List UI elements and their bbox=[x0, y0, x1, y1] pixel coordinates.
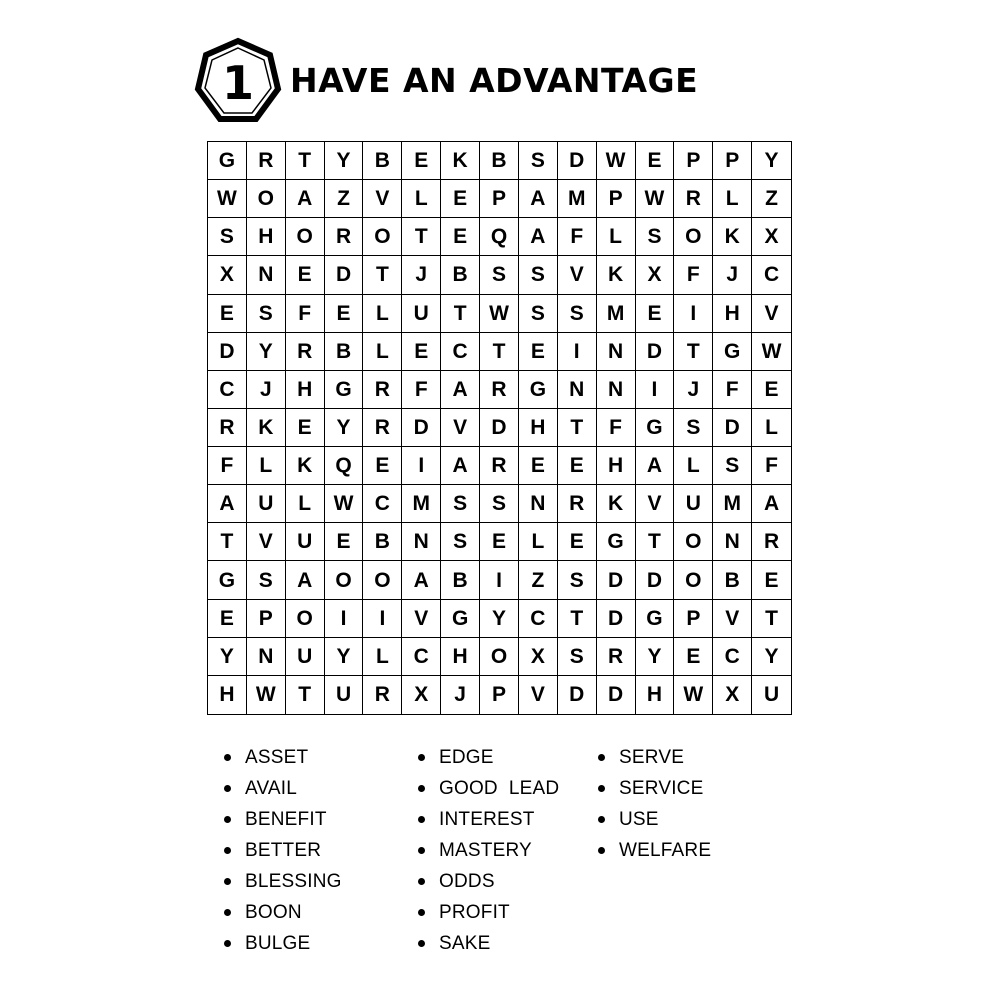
grid-cell[interactable]: M bbox=[402, 485, 441, 523]
grid-cell[interactable]: M bbox=[713, 485, 752, 523]
word-label: BULGE bbox=[245, 932, 311, 954]
grid-cell[interactable]: I bbox=[402, 447, 441, 485]
word-label: SERVE bbox=[619, 746, 685, 768]
grid-cell[interactable]: C bbox=[713, 638, 752, 676]
grid-cell[interactable]: X bbox=[519, 638, 558, 676]
grid-cell[interactable]: E bbox=[325, 523, 364, 561]
grid-cell[interactable]: V bbox=[558, 256, 597, 294]
grid-cell[interactable]: N bbox=[558, 371, 597, 409]
grid-cell[interactable]: L bbox=[752, 409, 791, 447]
word-list-item bbox=[418, 835, 598, 866]
grid-cell[interactable]: V bbox=[363, 180, 402, 218]
grid-cell[interactable]: O bbox=[325, 561, 364, 599]
grid-cell[interactable]: T bbox=[480, 333, 519, 371]
grid-cell[interactable]: Y bbox=[208, 638, 247, 676]
grid-cell[interactable]: O bbox=[363, 218, 402, 256]
grid-cell[interactable]: E bbox=[208, 295, 247, 333]
grid-cell[interactable]: Y bbox=[325, 142, 364, 180]
grid-cell[interactable]: B bbox=[363, 142, 402, 180]
grid-cell[interactable]: D bbox=[325, 256, 364, 294]
grid-cell[interactable]: N bbox=[247, 256, 286, 294]
grid-cell[interactable]: T bbox=[752, 600, 791, 638]
grid-cell[interactable]: W bbox=[208, 180, 247, 218]
grid-cell[interactable]: W bbox=[752, 333, 791, 371]
word-list bbox=[224, 742, 798, 959]
grid-cell[interactable]: U bbox=[402, 295, 441, 333]
word-list-column bbox=[418, 742, 598, 959]
grid-cell[interactable]: N bbox=[713, 523, 752, 561]
word-list-item bbox=[418, 866, 598, 897]
grid-cell[interactable]: S bbox=[480, 485, 519, 523]
grid-cell[interactable]: G bbox=[208, 142, 247, 180]
grid-cell[interactable]: R bbox=[286, 333, 325, 371]
bullet-icon bbox=[418, 909, 425, 916]
grid-cell[interactable]: D bbox=[480, 409, 519, 447]
grid-cell[interactable]: Y bbox=[636, 638, 675, 676]
grid-cell[interactable]: T bbox=[286, 676, 325, 714]
grid-cell[interactable]: F bbox=[286, 295, 325, 333]
grid-cell[interactable]: N bbox=[402, 523, 441, 561]
grid-cell[interactable]: H bbox=[247, 218, 286, 256]
grid-cell[interactable]: P bbox=[247, 600, 286, 638]
word-list-item bbox=[598, 742, 798, 773]
grid-cell[interactable]: F bbox=[402, 371, 441, 409]
grid-cell[interactable]: O bbox=[674, 523, 713, 561]
grid-cell[interactable]: A bbox=[441, 447, 480, 485]
grid-cell[interactable]: Z bbox=[325, 180, 364, 218]
word-label: ASSET bbox=[245, 746, 309, 768]
grid-cell[interactable]: X bbox=[402, 676, 441, 714]
grid-cell[interactable]: T bbox=[363, 256, 402, 294]
grid-cell[interactable]: U bbox=[286, 523, 325, 561]
grid-cell[interactable]: I bbox=[636, 371, 675, 409]
grid-cell[interactable]: G bbox=[325, 371, 364, 409]
grid-cell[interactable]: O bbox=[286, 600, 325, 638]
bullet-icon bbox=[598, 785, 605, 792]
grid-cell[interactable]: O bbox=[674, 218, 713, 256]
grid-cell[interactable]: L bbox=[713, 180, 752, 218]
grid-cell[interactable]: S bbox=[558, 295, 597, 333]
grid-cell[interactable]: A bbox=[636, 447, 675, 485]
bullet-icon bbox=[598, 816, 605, 823]
grid-cell[interactable]: H bbox=[636, 676, 675, 714]
grid-cell[interactable]: H bbox=[441, 638, 480, 676]
grid-cell[interactable]: R bbox=[597, 638, 636, 676]
grid-cell[interactable]: K bbox=[597, 256, 636, 294]
grid-cell[interactable]: V bbox=[441, 409, 480, 447]
word-list-item bbox=[598, 835, 798, 866]
grid-cell[interactable]: D bbox=[597, 676, 636, 714]
grid-cell[interactable]: W bbox=[636, 180, 675, 218]
word-list-item bbox=[598, 773, 798, 804]
grid-cell[interactable]: P bbox=[674, 600, 713, 638]
bullet-icon bbox=[224, 754, 231, 761]
grid-cell[interactable]: H bbox=[286, 371, 325, 409]
grid-cell[interactable]: F bbox=[558, 218, 597, 256]
grid-cell[interactable]: Y bbox=[247, 333, 286, 371]
grid-cell[interactable]: E bbox=[363, 447, 402, 485]
word-list-item bbox=[224, 835, 418, 866]
grid-cell[interactable]: B bbox=[363, 523, 402, 561]
grid-cell[interactable]: D bbox=[402, 409, 441, 447]
grid-cell[interactable]: N bbox=[247, 638, 286, 676]
grid-cell[interactable]: U bbox=[325, 676, 364, 714]
grid-cell[interactable]: E bbox=[636, 142, 675, 180]
grid-cell[interactable]: R bbox=[363, 409, 402, 447]
grid-cell[interactable]: K bbox=[713, 218, 752, 256]
grid-cell[interactable]: P bbox=[713, 142, 752, 180]
grid-cell[interactable]: N bbox=[519, 485, 558, 523]
bullet-icon bbox=[598, 847, 605, 854]
grid-cell[interactable]: U bbox=[763, 683, 780, 707]
grid-cell[interactable]: T bbox=[286, 142, 325, 180]
grid-cell[interactable]: P bbox=[674, 142, 713, 180]
grid-cell[interactable]: C bbox=[363, 485, 402, 523]
grid-cell[interactable]: H bbox=[713, 295, 752, 333]
grid-cell[interactable]: O bbox=[363, 561, 402, 599]
bullet-icon bbox=[418, 785, 425, 792]
grid-cell[interactable]: R bbox=[247, 142, 286, 180]
grid-cell[interactable]: S bbox=[247, 561, 286, 599]
grid-cell[interactable]: W bbox=[480, 295, 519, 333]
puzzle-number-badge bbox=[194, 36, 282, 130]
grid-cell[interactable]: N bbox=[597, 333, 636, 371]
word-label: BENEFIT bbox=[245, 808, 327, 830]
grid-cell[interactable]: E bbox=[519, 333, 558, 371]
grid-cell[interactable]: I bbox=[363, 600, 402, 638]
grid-cell[interactable]: Y bbox=[752, 142, 791, 180]
grid-cell[interactable]: E bbox=[441, 180, 480, 218]
bullet-icon bbox=[224, 847, 231, 854]
grid-cell[interactable]: V bbox=[247, 523, 286, 561]
bullet-icon bbox=[418, 940, 425, 947]
grid-cell[interactable]: E bbox=[325, 295, 364, 333]
grid-cell[interactable]: C bbox=[519, 600, 558, 638]
word-label: AVAIL bbox=[245, 777, 298, 799]
grid-cell[interactable]: D bbox=[597, 561, 636, 599]
grid-cell[interactable]: D bbox=[208, 333, 247, 371]
grid-cell[interactable]: V bbox=[402, 600, 441, 638]
grid-cell[interactable]: I bbox=[558, 333, 597, 371]
grid-cell[interactable]: E bbox=[674, 638, 713, 676]
grid-cell[interactable]: I bbox=[325, 600, 364, 638]
grid-cell[interactable]: I bbox=[480, 561, 519, 599]
grid-cell[interactable]: K bbox=[286, 447, 325, 485]
grid-cell[interactable]: R bbox=[674, 180, 713, 218]
grid-cell[interactable]: E bbox=[636, 295, 675, 333]
grid-cell[interactable]: V bbox=[752, 295, 791, 333]
grid-cell[interactable]: A bbox=[208, 485, 247, 523]
grid-cell[interactable]: O bbox=[480, 638, 519, 676]
grid-cell[interactable]: W bbox=[674, 676, 713, 714]
word-label: WELFARE bbox=[619, 839, 712, 861]
grid-cell[interactable]: S bbox=[713, 447, 752, 485]
grid-cell[interactable]: A bbox=[519, 180, 558, 218]
grid-cell[interactable]: B bbox=[325, 333, 364, 371]
grid-cell[interactable]: Z bbox=[519, 561, 558, 599]
grid-cell[interactable]: D bbox=[636, 333, 675, 371]
grid-cell[interactable]: E bbox=[558, 447, 597, 485]
word-label: PROFIT bbox=[439, 901, 510, 923]
grid-cell[interactable]: S bbox=[674, 409, 713, 447]
grid-cell[interactable]: A bbox=[286, 180, 325, 218]
grid-cell[interactable]: R bbox=[752, 523, 791, 561]
word-list-item bbox=[418, 897, 598, 928]
grid-cell[interactable]: V bbox=[713, 600, 752, 638]
grid-cell[interactable]: G bbox=[519, 371, 558, 409]
grid-cell[interactable]: L bbox=[363, 333, 402, 371]
grid-cell[interactable]: A bbox=[752, 485, 791, 523]
grid-cell[interactable]: D bbox=[713, 409, 752, 447]
word-label: BETTER bbox=[245, 839, 322, 861]
grid-cell[interactable]: S bbox=[480, 256, 519, 294]
grid-cell[interactable]: L bbox=[247, 447, 286, 485]
grid-cell[interactable]: A bbox=[402, 561, 441, 599]
grid-cell[interactable]: L bbox=[674, 447, 713, 485]
grid-cell[interactable]: X bbox=[752, 218, 791, 256]
grid-cell[interactable]: V bbox=[636, 485, 675, 523]
word-label: SAKE bbox=[439, 932, 491, 954]
grid-cell[interactable]: H bbox=[208, 676, 247, 714]
word-list-item bbox=[418, 773, 598, 804]
grid-cell[interactable]: U bbox=[286, 638, 325, 676]
grid-cell[interactable]: E bbox=[752, 561, 791, 599]
grid-cell[interactable]: Y bbox=[325, 409, 364, 447]
grid-cell[interactable]: J bbox=[402, 256, 441, 294]
grid-cell[interactable]: R bbox=[208, 409, 247, 447]
bullet-icon bbox=[224, 909, 231, 916]
grid-cell[interactable]: T bbox=[558, 409, 597, 447]
grid-cell[interactable]: D bbox=[597, 600, 636, 638]
bullet-icon bbox=[224, 878, 231, 885]
grid-cell[interactable]: H bbox=[597, 447, 636, 485]
grid-cell[interactable]: T bbox=[402, 218, 441, 256]
grid-cell[interactable]: S bbox=[519, 295, 558, 333]
grid-cell[interactable]: S bbox=[441, 523, 480, 561]
word-label: BOON bbox=[245, 901, 302, 923]
grid-cell[interactable]: E bbox=[402, 333, 441, 371]
grid-cell[interactable]: P bbox=[480, 676, 519, 714]
word-list-item bbox=[224, 804, 418, 835]
grid-cell[interactable]: F bbox=[597, 409, 636, 447]
grid-cell[interactable]: J bbox=[441, 676, 480, 714]
grid-cell[interactable]: L bbox=[402, 180, 441, 218]
grid-cell[interactable]: E bbox=[752, 371, 791, 409]
bullet-icon bbox=[418, 847, 425, 854]
grid-cell[interactable]: S bbox=[208, 218, 247, 256]
grid-cell[interactable]: L bbox=[363, 295, 402, 333]
grid-cell[interactable]: D bbox=[636, 561, 675, 599]
grid-cell[interactable]: P bbox=[480, 180, 519, 218]
grid-cell[interactable]: F bbox=[752, 447, 791, 485]
grid-cell[interactable]: W bbox=[325, 485, 364, 523]
grid-cell[interactable]: U bbox=[247, 485, 286, 523]
grid-cell[interactable]: S bbox=[519, 142, 558, 180]
word-label: SERVICE bbox=[619, 777, 704, 799]
grid-cell[interactable]: H bbox=[519, 409, 558, 447]
grid-cell[interactable]: Y bbox=[480, 600, 519, 638]
grid-cell[interactable]: D bbox=[558, 676, 597, 714]
grid-cell[interactable]: Y bbox=[325, 638, 364, 676]
grid-cell[interactable]: M bbox=[558, 180, 597, 218]
word-list-item bbox=[224, 897, 418, 928]
grid-cell[interactable]: F bbox=[674, 256, 713, 294]
grid-cell[interactable]: K bbox=[597, 485, 636, 523]
word-search-grid[interactable] bbox=[207, 141, 792, 715]
grid-cell[interactable]: Y bbox=[752, 638, 791, 676]
grid-cell[interactable]: Q bbox=[480, 218, 519, 256]
word-label: EDGE bbox=[439, 746, 494, 768]
grid-cell[interactable]: S bbox=[558, 561, 597, 599]
grid-cell[interactable]: L bbox=[286, 485, 325, 523]
word-list-item bbox=[224, 773, 418, 804]
grid-cell[interactable]: S bbox=[519, 256, 558, 294]
grid-cell[interactable]: X bbox=[636, 256, 675, 294]
word-list-column bbox=[598, 742, 798, 959]
grid-cell[interactable]: Z bbox=[752, 180, 791, 218]
grid-cell[interactable]: R bbox=[363, 371, 402, 409]
grid-cell[interactable]: G bbox=[713, 333, 752, 371]
grid-cell[interactable]: S bbox=[636, 218, 675, 256]
grid-cell[interactable]: O bbox=[674, 561, 713, 599]
grid-cell[interactable]: N bbox=[597, 371, 636, 409]
bullet-icon bbox=[224, 785, 231, 792]
grid-cell[interactable]: G bbox=[441, 600, 480, 638]
grid-cell[interactable]: T bbox=[441, 295, 480, 333]
bullet-icon bbox=[598, 754, 605, 761]
grid-cell[interactable]: G bbox=[636, 409, 675, 447]
grid-cell[interactable]: E bbox=[208, 600, 247, 638]
bullet-icon bbox=[418, 878, 425, 885]
grid-cell[interactable]: C bbox=[441, 333, 480, 371]
grid-cell[interactable]: G bbox=[636, 600, 675, 638]
grid-cell[interactable]: E bbox=[558, 523, 597, 561]
grid-cell[interactable]: T bbox=[674, 333, 713, 371]
grid-cell[interactable]: A bbox=[519, 218, 558, 256]
grid-cell[interactable]: B bbox=[480, 142, 519, 180]
word-list-item bbox=[418, 742, 598, 773]
grid-cell[interactable]: T bbox=[636, 523, 675, 561]
grid-cell[interactable]: A bbox=[286, 561, 325, 599]
word-list-item bbox=[224, 742, 418, 773]
grid-cell[interactable]: A bbox=[441, 371, 480, 409]
grid-cell[interactable]: B bbox=[441, 561, 480, 599]
grid-cell[interactable]: S bbox=[558, 638, 597, 676]
grid-cell[interactable]: L bbox=[519, 523, 558, 561]
grid-cell[interactable]: E bbox=[441, 218, 480, 256]
grid-cell[interactable]: X bbox=[208, 256, 247, 294]
word-label: USE bbox=[619, 808, 659, 830]
grid-cell[interactable]: C bbox=[752, 256, 791, 294]
bullet-icon bbox=[224, 940, 231, 947]
grid-cell[interactable]: R bbox=[558, 485, 597, 523]
grid-cell[interactable]: V bbox=[519, 676, 558, 714]
grid-cell[interactable]: F bbox=[713, 371, 752, 409]
bullet-icon bbox=[224, 816, 231, 823]
grid-cell[interactable]: S bbox=[247, 295, 286, 333]
grid-cell[interactable]: R bbox=[363, 676, 402, 714]
puzzle-title: HAVE AN ADVANTAGE bbox=[290, 61, 699, 100]
grid-cell[interactable]: K bbox=[247, 409, 286, 447]
grid-cell[interactable]: W bbox=[597, 142, 636, 180]
grid-cell[interactable]: Q bbox=[325, 447, 364, 485]
word-list-item bbox=[418, 804, 598, 835]
grid-cell[interactable]: J bbox=[713, 256, 752, 294]
grid-cell[interactable]: S bbox=[441, 485, 480, 523]
bullet-icon bbox=[418, 754, 425, 761]
grid-cell[interactable]: I bbox=[674, 295, 713, 333]
grid-cell[interactable]: O bbox=[286, 218, 325, 256]
grid-cell[interactable]: C bbox=[208, 371, 247, 409]
grid-cell[interactable]: E bbox=[480, 523, 519, 561]
grid-cell[interactable]: L bbox=[363, 638, 402, 676]
word-list-column bbox=[224, 742, 418, 959]
grid-cell[interactable]: B bbox=[713, 561, 752, 599]
word-label: ODDS bbox=[439, 870, 495, 892]
word-label: BLESSING bbox=[245, 870, 342, 892]
word-list-item bbox=[224, 928, 418, 959]
bullet-icon bbox=[418, 816, 425, 823]
grid-cell[interactable]: U bbox=[674, 485, 713, 523]
grid-cell[interactable]: X bbox=[713, 676, 752, 714]
word-label: MASTERY bbox=[439, 839, 532, 861]
word-list-item bbox=[418, 928, 598, 959]
grid-cell[interactable]: K bbox=[441, 142, 480, 180]
word-label: GOOD LEAD bbox=[439, 777, 560, 799]
grid-cell[interactable]: M bbox=[597, 295, 636, 333]
grid-cell[interactable]: O bbox=[247, 180, 286, 218]
grid-cell[interactable]: W bbox=[247, 676, 286, 714]
grid-cell[interactable]: E bbox=[286, 409, 325, 447]
grid-cell[interactable]: R bbox=[325, 218, 364, 256]
grid-cell[interactable]: L bbox=[597, 218, 636, 256]
grid-cell[interactable]: G bbox=[208, 561, 247, 599]
grid-cell[interactable]: J bbox=[247, 371, 286, 409]
grid-cell[interactable]: B bbox=[441, 256, 480, 294]
grid-cell[interactable]: R bbox=[480, 371, 519, 409]
grid-cell[interactable]: J bbox=[674, 371, 713, 409]
word-list-item bbox=[598, 804, 798, 835]
grid-cell[interactable]: C bbox=[402, 638, 441, 676]
grid-cell[interactable]: G bbox=[597, 523, 636, 561]
grid-cell[interactable]: T bbox=[208, 523, 247, 561]
grid-cell[interactable]: F bbox=[208, 447, 247, 485]
grid-cell[interactable]: D bbox=[558, 142, 597, 180]
grid-cell[interactable]: E bbox=[402, 142, 441, 180]
grid-cell[interactable]: E bbox=[286, 256, 325, 294]
grid-cell[interactable]: R bbox=[480, 447, 519, 485]
grid-cell[interactable]: T bbox=[558, 600, 597, 638]
word-list-item bbox=[224, 866, 418, 897]
puzzle-number: 1 bbox=[221, 56, 254, 110]
word-label: INTEREST bbox=[439, 808, 535, 830]
grid-cell[interactable]: P bbox=[597, 180, 636, 218]
grid-cell[interactable]: E bbox=[519, 447, 558, 485]
